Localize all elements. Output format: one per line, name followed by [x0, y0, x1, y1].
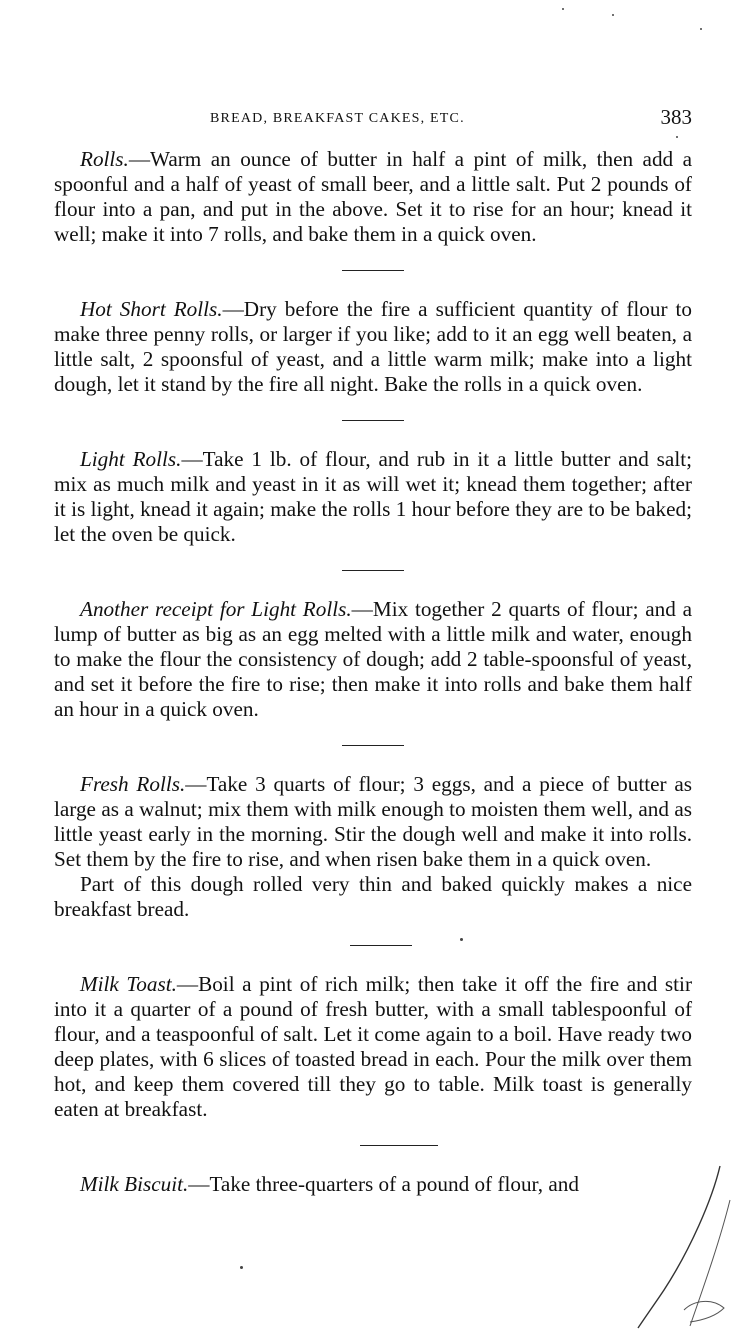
section-divider: [360, 1145, 438, 1146]
recipe-title: Milk Biscuit.: [80, 1172, 189, 1196]
recipe-paragraph: [54, 147, 692, 247]
recipe-title: Fresh Rolls.: [80, 772, 186, 796]
section-divider: [342, 270, 404, 271]
page-number: 383: [660, 105, 692, 129]
running-header: [54, 105, 692, 135]
scan-speck: [460, 938, 463, 941]
scan-speck: [240, 1266, 243, 1269]
recipe-hot-short-rolls: [54, 297, 692, 397]
recipe-title: Another receipt for Light Rolls.: [80, 597, 352, 621]
recipe-rolls: [54, 147, 692, 247]
recipe-title: Rolls.: [80, 147, 129, 171]
recipe-fresh-rolls: [54, 772, 692, 922]
scan-speck: [612, 14, 614, 16]
pencil-mark: [620, 1160, 740, 1329]
recipe-paragraph: [54, 447, 692, 547]
recipe-title: Milk Toast.: [80, 972, 177, 996]
recipe-paragraph: [54, 297, 692, 397]
scan-speck: [676, 136, 678, 138]
recipe-body: —Warm an ounce of butter in half a pint of milk, then add a spoonful and a half of yeast of small beer, and a little salt. Put 2 pounds of flour into a pan, and put in the above. Set it to rise for an hour; knead it well; make it into 7 rolls, and bake them in a quick oven.: [54, 147, 692, 246]
recipe-body: —Take three-quarters of a pound of flour, and: [188, 1172, 579, 1196]
scan-speck: [700, 28, 702, 30]
section-divider: [342, 745, 404, 746]
recipe-title: Hot Short Rolls.: [80, 297, 223, 321]
recipe-body: —Dry before the fire a sufficient quantity of flour to make three penny rolls, or larger if you like; add to it an egg well beaten, a little salt, 2 spoonsful of yeast, and a little warm milk; make into a light dough, let it stand by the fire all night. Bake the rolls in a quick oven.: [54, 297, 692, 396]
recipe-title: Light Rolls.: [80, 447, 182, 471]
recipe-body: —Mix together 2 quarts of flour; and a lump of butter as big as an egg melted with a little milk and water, enough to make the flour the consistency of dough; add 2 table-spoonsful of yeast, and set it before the fire to rise; then make it into rolls and bake them half an hour in a quick oven.: [54, 597, 693, 721]
recipe-light-rolls: [54, 447, 692, 547]
recipe-another-light-rolls: [54, 597, 692, 722]
recipe-milk-toast: [54, 972, 692, 1122]
recipe-note: Part of this dough rolled very thin and baked quickly makes a nice breakfast bread.: [54, 872, 692, 921]
recipe-body: —Boil a pint of rich milk; then take it off the fire and stir into it a quarter of a pound of fresh butter, with a small tablespoonful of flour, and a teaspoonful of salt. Let it come again to a boil. Have ready two deep plates, with 6 slices of toasted bread in each. Pour the milk over them hot, and keep them covered till they go to table. Milk toast is generally eaten at breakfast.: [54, 972, 692, 1121]
recipe-paragraph: [54, 1172, 692, 1197]
recipe-paragraph: [54, 972, 692, 1122]
section-divider: [342, 420, 404, 421]
recipe-paragraph: [54, 772, 692, 872]
section-divider: [342, 570, 404, 571]
running-title: BREAD, BREAKFAST CAKES, ETC.: [210, 111, 465, 126]
recipe-milk-biscuit: [54, 1172, 692, 1197]
page-content: [54, 147, 692, 1197]
section-divider: [350, 945, 412, 946]
recipe-paragraph: [54, 597, 692, 722]
recipe-body: —Take 3 quarts of flour; 3 eggs, and a piece of butter as large as a walnut; mix them with milk enough to moisten them well, and as little yeast early in the morning. Stir the dough well and make it into rolls. Set them by the fire to rise, and when risen bake them in a quick oven.: [54, 772, 692, 871]
recipe-body: —Take 1 lb. of flour, and rub in it a little butter and salt; mix as much milk and yeast in it as will wet it; knead them together; after it is light, knead it again; make the rolls 1 hour before they are to be baked; let the oven be quick.: [54, 447, 692, 546]
scan-speck: [562, 8, 564, 10]
